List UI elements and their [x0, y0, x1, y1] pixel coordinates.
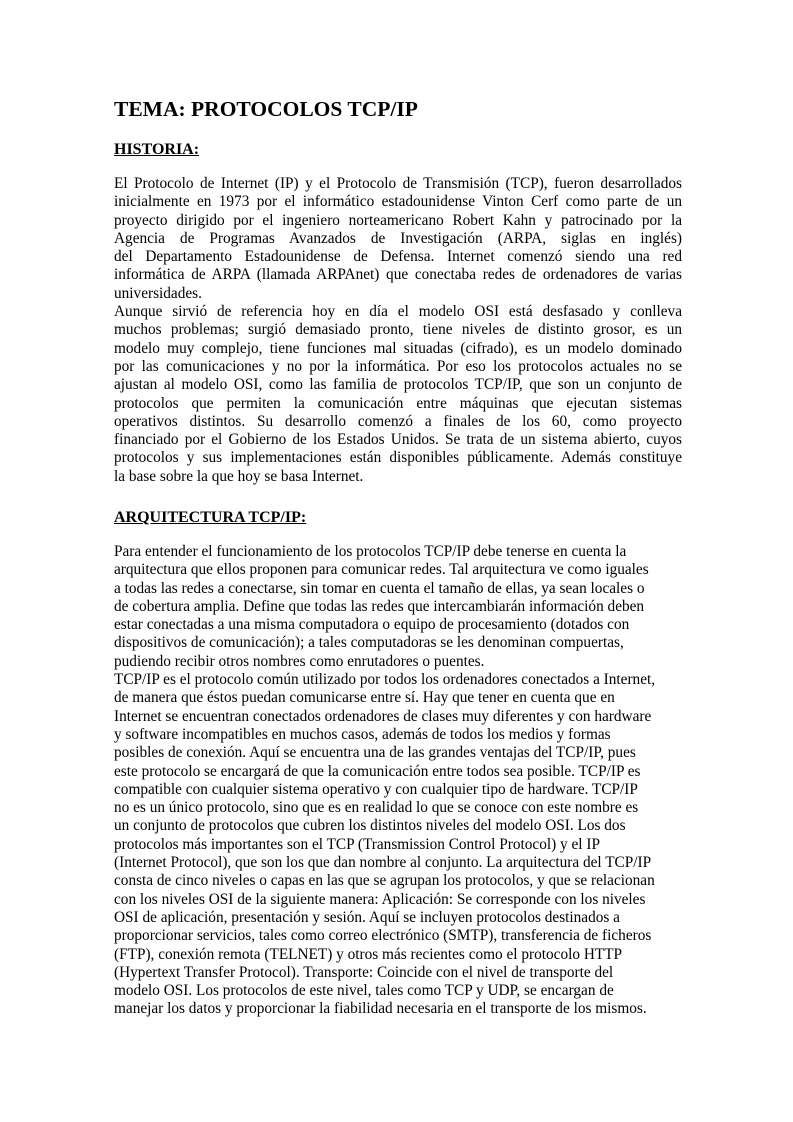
text-line: (Hypertext Transfer Protocol). Transporte: Coincide con el nivel de transporte del — [114, 963, 614, 981]
text-line: Agencia de Programas Avanzados de Investigación (ARPA, siglas en inglés) — [114, 229, 682, 247]
text-line: ajustan al modelo OSI, como las familia de protocolos TCP/IP, que son un conjunto de — [114, 376, 682, 394]
text-line: inicialmente en 1973 por el informático estadounidense Vinton Cerf como parte de un — [114, 193, 682, 211]
text-line: modelo OSI. Los protocolos de este nivel, tales como TCP y UDP, se encargan de — [114, 982, 614, 1000]
text-line: y software incompatibles en muchos casos, además de todos los medios y formas — [114, 725, 611, 743]
text-line: modelo muy complejo, tiene funciones mal situadas (cifrado), es un modelo dominado — [114, 339, 682, 357]
text-line: manejar los datos y proporcionar la fiabilidad necesaria en el transporte de los mismos. — [114, 1000, 647, 1018]
text-line: a todas las redes a conectarse, sin tomar en cuenta el tamaño de ellas, ya sean locales o — [114, 579, 645, 597]
text-line: consta de cinco niveles o capas en las que se agrupan los protocolos, y que se relacionan — [114, 872, 655, 890]
text-line: por las comunicaciones y no por la informática. Por eso los protocolos actuales no se — [114, 357, 682, 375]
paragraph-arquitectura — [114, 543, 682, 1019]
section-heading-historia: HISTORIA: — [114, 141, 200, 158]
text-line: dispositivos de comunicación); a tales computadoras se les denominan compuertas, — [114, 634, 624, 652]
text-line: arquitectura que ellos proponen para comunicar redes. Tal arquitectura ve como iguales — [114, 561, 649, 579]
section-heading-arquitectura: ARQUITECTURA TCP/IP: — [114, 509, 307, 526]
text-line: la base sobre la que hoy se basa Internet. — [114, 467, 364, 485]
paragraph-historia — [114, 175, 682, 486]
text-line: compatible con cualquier sistema operativo y con cualquier tipo de hardware. TCP/IP — [114, 780, 638, 798]
text-line: protocolos más importantes son el TCP (Transmission Control Protocol) y el IP — [114, 835, 600, 853]
text-line: proyecto dirigido por el ingeniero norteamericano Robert Kahn y patrocinado por la — [114, 211, 682, 229]
text-line: (Internet Protocol), que son los que dan nombre al conjunto. La arquitectura del TCP/IP — [114, 854, 652, 872]
text-line: Aunque sirvió de referencia hoy en día el modelo OSI está desfasado y conlleva — [114, 303, 682, 321]
text-line: muchos problemas; surgió demasiado pronto, tiene niveles de distinto grosor, es un — [114, 321, 682, 339]
text-line: proporcionar servicios, tales como correo electrónico (SMTP), transferencia de ficheros — [114, 927, 652, 945]
text-line: financiado por el Gobierno de los Estados Unidos. Se trata de un sistema abierto, cuyos — [114, 431, 682, 449]
text-line: universidades. — [114, 284, 202, 302]
text-line: OSI de aplicación, presentación y sesión. Aquí se incluyen protocolos destinados a — [114, 908, 620, 926]
text-line: posibles de conexión. Aquí se encuentra una de las grandes ventajas del TCP/IP, pues — [114, 744, 636, 762]
text-line: TCP/IP es el protocolo común utilizado por todos los ordenadores conectados a Internet, — [114, 671, 656, 689]
text-line: El Protocolo de Internet (IP) y el Protocolo de Transmisión (TCP), fueron desarrollados — [114, 175, 682, 192]
text-line: protocolos y sus implementaciones están disponibles públicamente. Además constituye — [114, 449, 682, 467]
text-line: estar conectadas a una misma computadora o equipo de procesamiento (dotados con — [114, 616, 630, 634]
text-line: (FTP), conexión remota (TELNET) y otros más recientes como el protocolo HTTP — [114, 945, 623, 963]
text-line: Internet se encuentran conectados ordenadores de clases muy diferentes y con hardware — [114, 707, 652, 725]
text-line: informática de ARPA (llamada ARPAnet) que conectaba redes de ordenadores de varias — [114, 266, 682, 284]
text-line: protocolos que permiten la comunicación entre máquinas que ejecutan sistemas — [114, 394, 682, 412]
text-line: de cobertura amplia. Define que todas las redes que intercambiarán información deben — [114, 597, 645, 615]
text-line: de manera que éstos puedan comunicarse entre sí. Hay que tener en cuenta que en — [114, 689, 615, 707]
text-line: un conjunto de protocolos que cubren los distintos niveles del modelo OSI. Los dos — [114, 817, 626, 835]
text-line: este protocolo se encargará de que la comunicación entre todos sea posible. TCP/IP es — [114, 762, 641, 780]
text-line: con los niveles OSI de la siguiente manera: Aplicación: Se corresponde con los niveles — [114, 890, 646, 908]
text-line: operativos distintos. Su desarrollo comenzó a finales de los 60, como proyecto — [114, 412, 682, 430]
document-title: TEMA: PROTOCOLOS TCP/IP — [114, 97, 418, 121]
text-line: no es un único protocolo, sino que es en realidad lo que se conoce con este nombre es — [114, 799, 639, 817]
text-line: Para entender el funcionamiento de los protocolos TCP/IP debe tenerse en cuenta la — [114, 543, 627, 560]
text-line: del Departamento Estadounidense de Defensa. Internet comenzó siendo una red — [114, 248, 682, 266]
text-line: pudiendo recibir otros nombres como enrutadores o puentes. — [114, 652, 485, 670]
